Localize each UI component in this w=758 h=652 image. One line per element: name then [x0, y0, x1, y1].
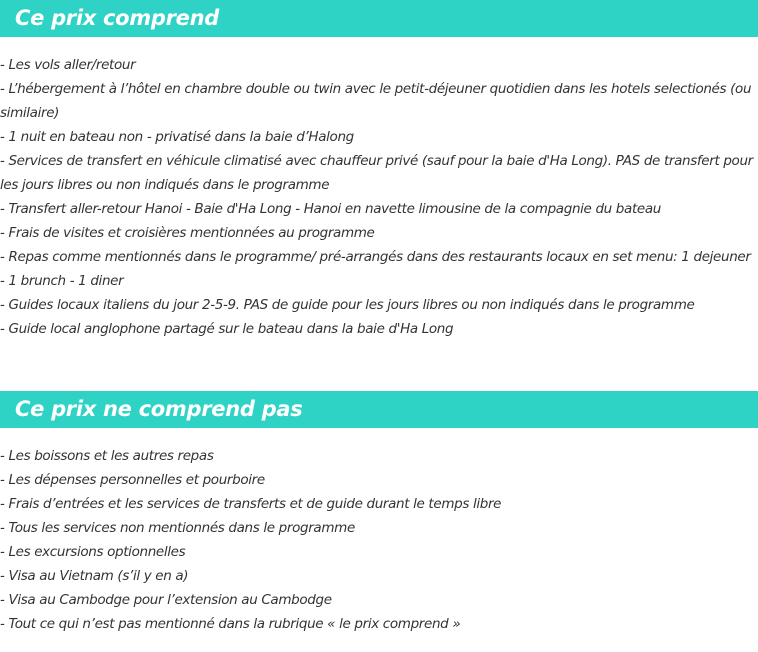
excluded-section-title: Ce prix ne comprend pas [15, 397, 303, 421]
excluded-item: - Frais d’entrées et les services de transferts et de guide durant le temps libre [0, 496, 502, 512]
excluded-item: - Visa au Vietnam (s’il y en a) [0, 568, 189, 584]
excluded-item: - Les dépenses personnelles et pourboire [0, 472, 265, 488]
included-item: - Les vols aller/retour [0, 57, 136, 73]
included-item: - Services de transfert en véhicule climatisé avec chauffeur privé (sauf pour la baie d'Ha Long). PAS de transfert pour les jours libres ou non indiqués dans le programme [0, 153, 753, 193]
included-item: - 1 nuit en bateau non - privatisé dans la baie d’Halong [0, 129, 354, 145]
excluded-item: - Visa au Cambodge pour l’extension au Cambodge [0, 592, 332, 608]
included-item: - Guide local anglophone partagé sur le bateau dans la baie d'Ha Long [0, 321, 454, 337]
included-items-list [0, 53, 756, 341]
included-item: - Frais de visites et croisières mentionnées au programme [0, 225, 375, 241]
included-item: - Repas comme mentionnés dans le programme/ pré-arrangés dans des restaurants locaux en set menu: 1 dejeuner - 1 brunch - 1 diner [0, 249, 751, 289]
excluded-item: - Les excursions optionnelles [0, 544, 186, 560]
included-section-title: Ce prix comprend [15, 6, 219, 30]
included-item: - Guides locaux italiens du jour 2-5-9. PAS de guide pour les jours libres ou non indiqués dans le programme [0, 297, 695, 313]
excluded-item: - Tout ce qui n’est pas mentionné dans la rubrique « le prix comprend » [0, 616, 461, 632]
included-item: - L’hébergement à l’hôtel en chambre double ou twin avec le petit-déjeuner quotidien dans les hotels selectionés (ou similaire) [0, 81, 752, 121]
included-item: - Transfert aller-retour Hanoi - Baie d'Ha Long - Hanoi en navette limousine de la compagnie du bateau [0, 201, 661, 217]
included-section-header [0, 0, 758, 37]
excluded-section-header [0, 391, 758, 428]
excluded-item: - Les boissons et les autres repas [0, 448, 214, 464]
excluded-items-list [0, 444, 756, 636]
excluded-item: - Tous les services non mentionnés dans le programme [0, 520, 355, 536]
